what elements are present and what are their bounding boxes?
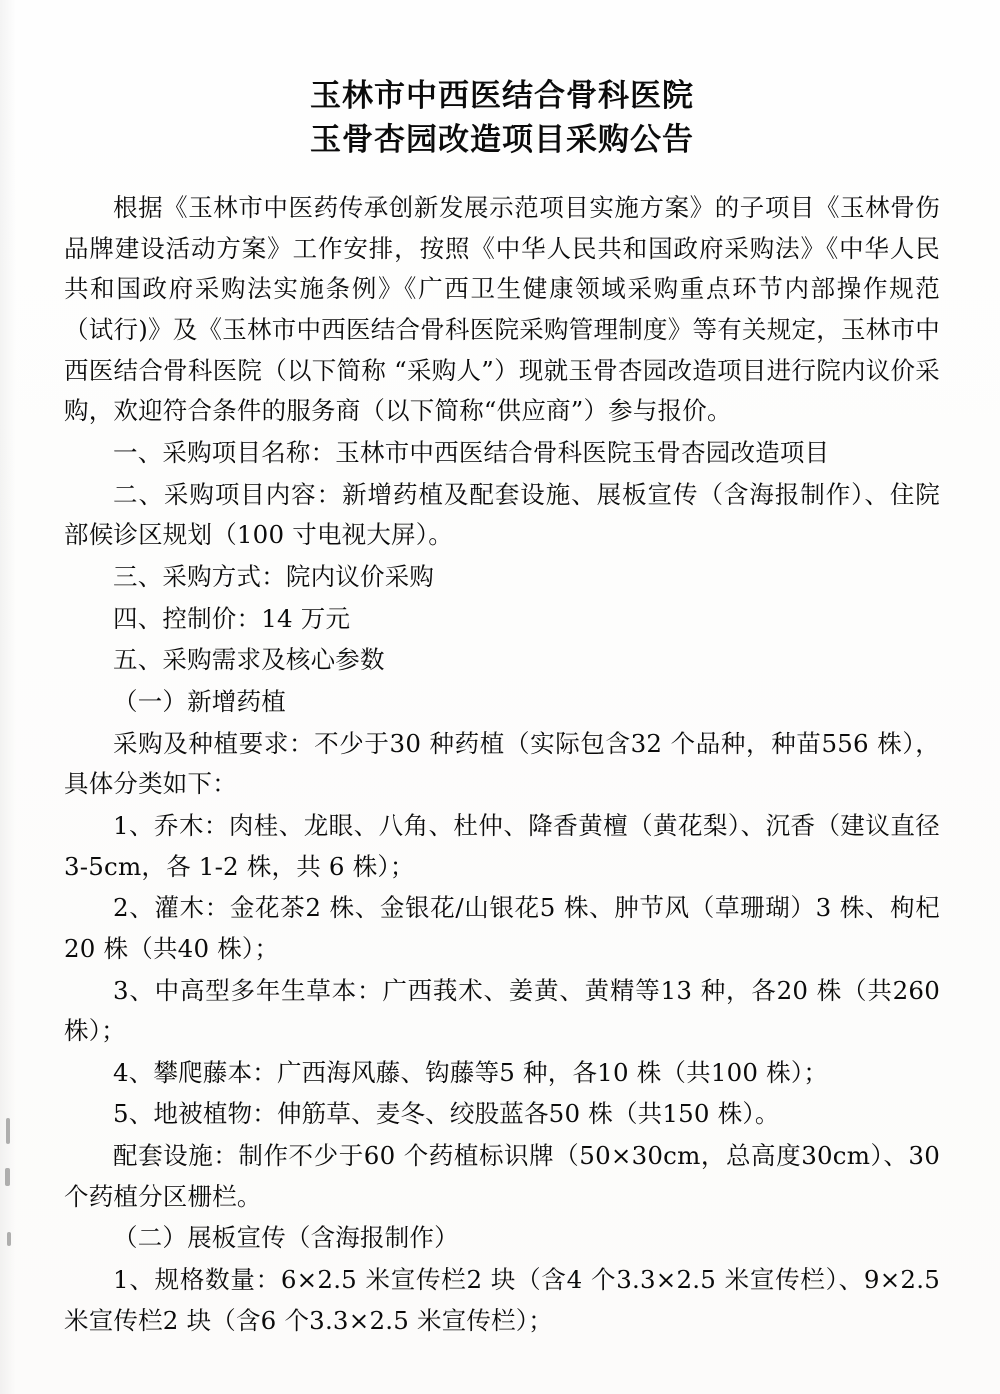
paragraph-spec-1: 1、规格数量：6×2.5 米宣传栏2 块（含4 个3.3×2.5 米宣传栏）、9×2.5 米宣传栏2 块（含6 个3.3×2.5 米宣传栏）； <box>64 1265 940 1335</box>
paragraph-intro: 根据《玉林市中医药传承创新发展示范项目实施方案》的子项目《玉林骨伤品牌建设活动方案》工作安排，按照《中华人民共和国政府采购法》《中华人民共和国政府采购法实施条例》《广西卫生健康领域采购重点环节内部操作规范（试行)》及《玉林市中西医结合骨科医院采购管理制度》等有关规定，玉林市中西医结合骨科医院（以下简称 “采购人”）现就玉骨杏园改造项目进行院内议价采购，欢迎符合条件的服务商（以下简称“供应商”）参与报价。 <box>64 193 940 426</box>
paragraph-requirement: 采购及种植要求：不少于30 种药植（实际包含32 个品种，种苗556 株），具体分类如下： <box>64 728 940 799</box>
page-title-line-1: 玉林市中西医结合骨科医院 <box>310 78 694 114</box>
document-body <box>64 188 940 1341</box>
paragraph-item-4: 四、控制价：14 万元 <box>113 603 351 633</box>
paragraph-category-5: 5、地被植物：伸筋草、麦冬、绞股蓝各50 株（共150 株）。 <box>113 1099 780 1129</box>
paragraph-category-3: 3、中高型多年生草本：广西莪术、姜黄、黄精等13 种，各20 株（共260 株）； <box>64 975 940 1046</box>
paragraph-facilities: 配套设施：制作不少于60 个药植标识牌（50×30cm，总高度30cm）、30 个药植分区栅栏。 <box>64 1141 940 1211</box>
paragraph-item-5: 五、采购需求及核心参数 <box>113 645 385 675</box>
page-title <box>64 74 940 162</box>
paragraph-category-4: 4、攀爬藤本：广西海风藤、钩藤等5 种，各10 株（共100 株）； <box>113 1057 829 1087</box>
paragraph-item-3: 三、采购方式：院内议价采购 <box>113 561 435 591</box>
paragraph-sub-1: （一）新增药植 <box>113 686 286 716</box>
paragraph-category-2: 2、灌木：金花茶2 株、金银花/山银花5 株、肿节风（草珊瑚）3 株、枸杞20 株（共40 株）； <box>64 893 940 963</box>
page-title-line-2: 玉骨杏园改造项目采购公告 <box>310 122 694 159</box>
paragraph-item-1: 一、采购项目名称：玉林市中西医结合骨科医院玉骨杏园改造项目 <box>113 437 830 467</box>
paragraph-category-1: 1、乔木：肉桂、龙眼、八角、杜仲、降香黄檀（黄花梨）、沉香（建议直径 3-5cm，各 1-2 株，共 6 株）； <box>64 810 940 881</box>
paragraph-sub-2: （二）展板宣传（含海报制作） <box>113 1223 459 1253</box>
paragraph-item-2: 二、采购项目内容：新增药植及配套设施、展板宣传（含海报制作）、住院部候诊区规划（100 寸电视大屏）。 <box>64 479 940 550</box>
